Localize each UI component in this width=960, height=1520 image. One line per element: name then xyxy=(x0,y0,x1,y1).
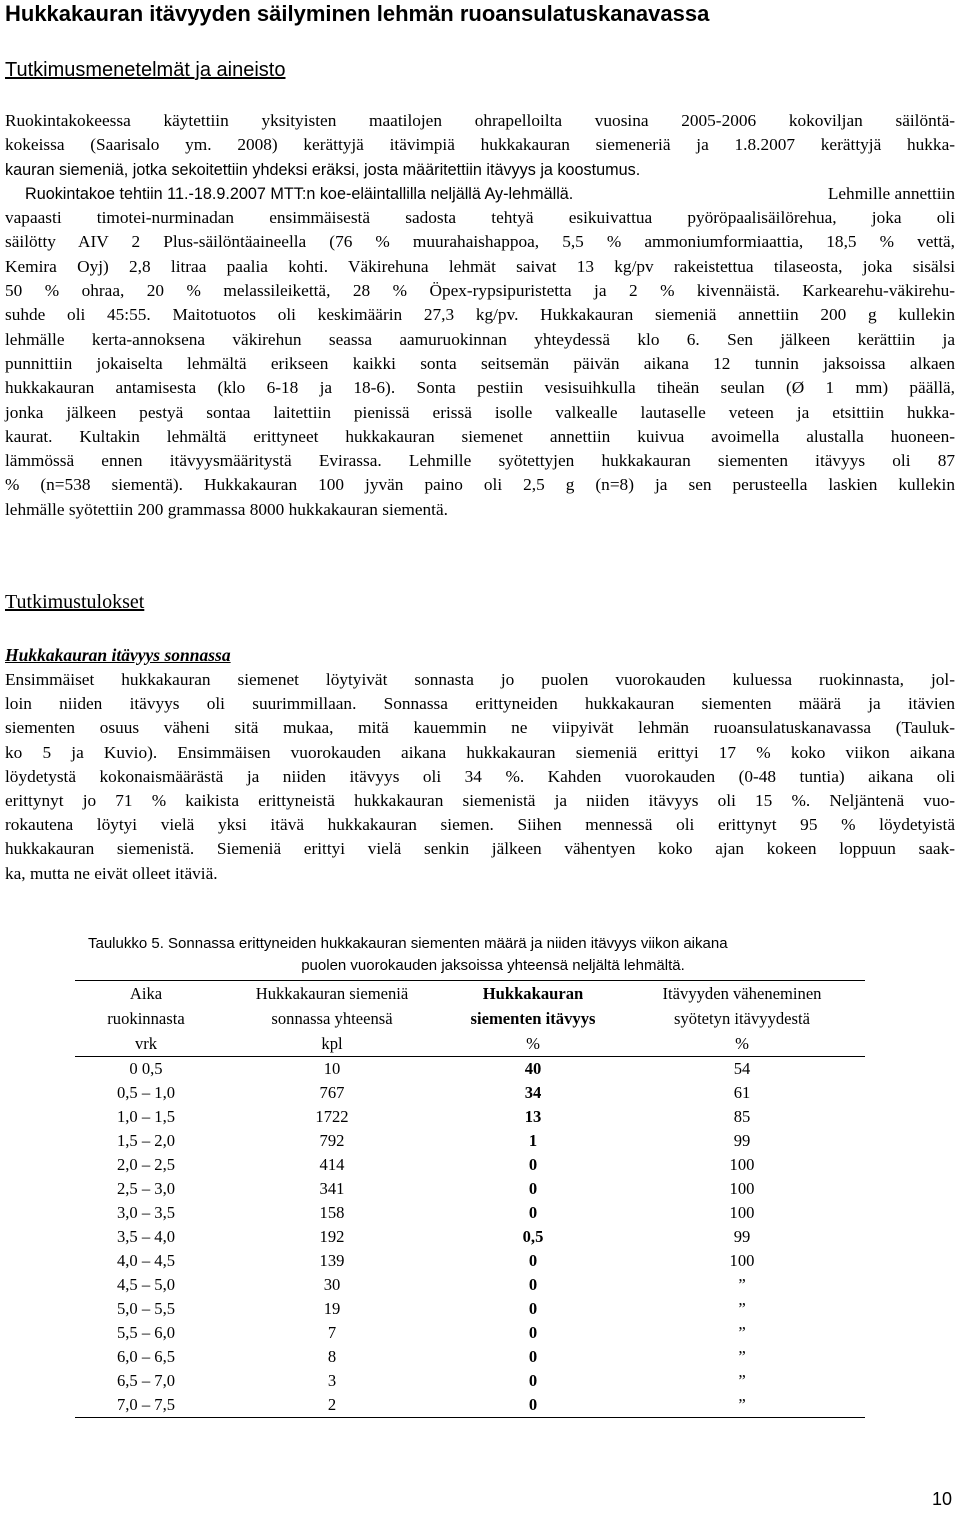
table-cell: 3 xyxy=(327,1371,337,1390)
table-cell: ” xyxy=(738,1323,746,1342)
table-caption xyxy=(88,933,878,977)
table-cell: 3,0 – 3,5 xyxy=(116,1203,176,1222)
text-line: Kemira Oyj) 2,8 litraa paalia kohti. Väkirehuna lehmät saivat 13 kg/pv rakeistettua tilaseosta, joka sisälsi xyxy=(5,256,955,276)
table-cell: 85 xyxy=(733,1107,751,1126)
column-header: Aika xyxy=(75,981,217,1007)
text-fragment: Lehmille annettiin xyxy=(827,183,955,203)
table-cell: 99 xyxy=(733,1227,751,1246)
table-cell: 0 xyxy=(528,1275,538,1294)
table-row xyxy=(75,1345,865,1369)
table-row xyxy=(75,1177,865,1201)
table-cell: 6,5 – 7,0 xyxy=(116,1371,176,1390)
table-cell: 8 xyxy=(327,1347,337,1366)
text-fragment: Ruokintakoe tehtiin 11.-18.9.2007 MTT:n koe-eläintallilla neljällä Ay-lehmällä. xyxy=(25,184,574,203)
column-header: siementen itävyys xyxy=(470,1009,596,1028)
text-line xyxy=(5,182,955,206)
results-subheading: Hukkakauran itävyys sonnassa xyxy=(5,645,231,665)
table-cell: 61 xyxy=(733,1083,751,1102)
text-line: 50 % ohraa, 20 % melassileikettä, 28 % Öpex-rypsipuristetta ja 2 % kivennäistä. Karkearehu-väkirehu- xyxy=(5,281,955,301)
methods-heading: Tutkimusmenetelmät ja aineisto xyxy=(5,59,286,81)
column-header: ruokinnasta xyxy=(107,1009,185,1028)
column-header: Hukkakauran xyxy=(447,981,619,1007)
table-cell: 99 xyxy=(733,1131,751,1150)
column-header: Itävyyden väheneminen xyxy=(619,981,865,1007)
table-cell: 40 xyxy=(524,1059,542,1078)
table-cell: 4,0 – 4,5 xyxy=(116,1251,176,1270)
germination-table xyxy=(75,980,865,1418)
table-cell: 100 xyxy=(729,1251,755,1270)
table-cell: 0 xyxy=(528,1179,538,1198)
table-row xyxy=(75,1225,865,1249)
table-cell: ” xyxy=(738,1275,746,1294)
table-cell: 1,5 – 2,0 xyxy=(116,1131,176,1150)
table-row xyxy=(75,1393,865,1418)
table-cell: 0 xyxy=(528,1251,538,1270)
table-body xyxy=(75,1057,865,1418)
table-caption-line: puolen vuorokauden jaksoissa yhteensä neljältä lehmältä. xyxy=(301,957,685,974)
table-cell: 10 xyxy=(323,1059,341,1078)
table-cell: 139 xyxy=(319,1251,345,1270)
table-cell: 5,0 – 5,5 xyxy=(116,1299,176,1318)
table-cell: 100 xyxy=(729,1203,755,1222)
table-cell: 30 xyxy=(323,1275,341,1294)
table-row xyxy=(75,1105,865,1129)
table-cell: ” xyxy=(738,1347,746,1366)
table-cell: 54 xyxy=(733,1059,751,1078)
table-cell: 192 xyxy=(319,1227,345,1246)
page-title: Hukkakauran itävyyden säilyminen lehmän ruoansulatuskanavassa xyxy=(5,1,710,26)
table-cell: 0 0,5 xyxy=(129,1059,163,1078)
table-cell: 13 xyxy=(524,1107,542,1126)
column-header: syötetyn itävyydestä xyxy=(674,1009,810,1028)
table-cell: 2 xyxy=(217,1393,447,1418)
table-cell: 0 xyxy=(528,1203,538,1222)
table-cell: 2,5 – 3,0 xyxy=(116,1179,176,1198)
text-line: vapaasti timotei-nurminadan ensimmäisestä sadosta tehtyä esikuivattua pyöröpaalisäilörehua, joka oli xyxy=(5,208,955,228)
table-cell: 100 xyxy=(729,1155,755,1174)
column-header: % xyxy=(447,1031,619,1057)
table-cell: 7,0 – 7,5 xyxy=(75,1393,217,1418)
table-cell: 3,5 – 4,0 xyxy=(116,1227,176,1246)
table-caption-line: Taulukko 5. Sonnassa erittyneiden hukkakauran siementen määrä ja niiden itävyys viikon aikana xyxy=(88,935,728,952)
table-cell: 1 xyxy=(528,1131,538,1150)
table-cell: 7 xyxy=(327,1323,337,1342)
text-line: kokeissa (Saarisalo ym. 2008) kerättyjä itävimpiä hukkakauran siemeneriä ja 1.8.2007 kerättyjä hukka- xyxy=(5,135,955,155)
table-cell: 1,0 – 1,5 xyxy=(116,1107,176,1126)
table-cell: 0 xyxy=(528,1371,538,1390)
table-row xyxy=(75,1321,865,1345)
text-line: hukkakauran siemenistä. Siemeniä erittyi vielä senkin jälkeen vähentyen koko ajan kokeen loppuun saak- xyxy=(5,839,955,859)
column-header: % xyxy=(619,1031,865,1057)
table-cell: 19 xyxy=(323,1299,341,1318)
table-cell: 792 xyxy=(319,1131,345,1150)
text-line: rokautena löytyi vielä yksi itävä hukkakauran siemen. Siihen mennessä oli erittynyt 95 % löydetyistä xyxy=(5,815,955,835)
table-cell: 341 xyxy=(319,1179,345,1198)
table-cell: 0,5 – 1,0 xyxy=(116,1083,176,1102)
table-cell: 767 xyxy=(319,1083,345,1102)
table-cell: 158 xyxy=(319,1203,345,1222)
table-cell: ” xyxy=(738,1371,746,1390)
table-row xyxy=(75,1201,865,1225)
table-row xyxy=(75,1249,865,1273)
table-row xyxy=(75,1297,865,1321)
table-cell: 0 xyxy=(447,1393,619,1418)
text-line: ka, mutta ne eivät olleet itäviä. xyxy=(5,863,218,883)
text-line: säilötty AIV 2 Plus-säilöntäaineella (76 % muurahaishappoa, 5,5 % ammoniumformiaattia, 18,5 % vettä, xyxy=(5,232,955,252)
column-header: Hukkakauran siemeniä xyxy=(217,981,447,1007)
text-line: loin niiden itävyys oli suurimmillaan. Sonnassa erittyneiden hukkakauran siementen määrä ja itävien xyxy=(5,694,955,714)
table-cell: 0 xyxy=(528,1155,538,1174)
text-line: siementen osuus väheni sitä mukaa, mitä kauemmin ne viipyivät lehmän ruoansulatuskanavassa (Tauluk- xyxy=(5,718,955,738)
table-cell: 6,0 – 6,5 xyxy=(116,1347,176,1366)
table-cell: 100 xyxy=(729,1179,755,1198)
column-header: sonnassa yhteensä xyxy=(271,1009,393,1028)
text-line: lehmälle kerta-annoksena väkirehun seassa aamuruokinnan yhteydessä klo 6. Sen jälkeen kerättiin ja xyxy=(5,329,955,349)
methods-paragraph xyxy=(5,109,955,522)
text-line: hukkakauran antamisesta (klo 6-18 ja 18-6). Sonta pestiin vesisuihkulla tiheän seulan (Ø 1 mm) päällä, xyxy=(5,378,955,398)
table-cell: 2,0 – 2,5 xyxy=(116,1155,176,1174)
text-line: suhde oli 45:55. Maitotuotos oli keskimäärin 27,3 kg/pv. Hukkakauran siemeniä annettiin 200 g kullekin xyxy=(5,305,955,325)
text-line: löydetystä kokonaismäärästä ja niiden itävyys oli 34 %. Kahden vuorokauden (0-48 tuntia) aikana oli xyxy=(5,766,955,786)
table-cell: 0 xyxy=(528,1323,538,1342)
text-line: Ensimmäiset hukkakauran siemenet löytyivät sonnasta jo puolen vuorokauden kuluessa ruokinnasta, jol- xyxy=(5,670,955,689)
table-cell: 5,5 – 6,0 xyxy=(116,1323,176,1342)
results-paragraph xyxy=(5,668,955,886)
text-line: lämmössä ennen itävyysmääritystä Evirassa. Lehmille syötettyjen hukkakauran siementen itävyys oli 87 xyxy=(5,451,955,471)
text-line: Ruokintakokeessa käytettiin yksityisten maatilojen ohrapelloilta vuosina 2005-2006 kokoviljan säilöntä- xyxy=(5,111,955,130)
table-cell: 34 xyxy=(524,1083,542,1102)
table-cell: 4,5 – 5,0 xyxy=(116,1275,176,1294)
table-cell: ” xyxy=(738,1299,746,1318)
page-number: 10 xyxy=(931,1489,952,1509)
text-line: kauran siemeniä, jotka sekoitettiin yhdeksi eräksi, josta määritettiin itävyys ja koostumus. xyxy=(5,160,641,179)
text-line: lehmälle syötettiin 200 grammassa 8000 hukkakauran siementä. xyxy=(5,499,448,519)
table-row xyxy=(75,1153,865,1177)
text-line: % (n=538 siementä). Hukkakauran 100 jyvän paino oli 2,5 g (n=8) ja sen perusteella laskien kullekin xyxy=(5,475,955,495)
table-cell: 0 xyxy=(528,1299,538,1318)
table-row xyxy=(75,1129,865,1153)
table-cell: 0,5 xyxy=(522,1227,544,1246)
table-row xyxy=(75,1369,865,1393)
text-line: erittynyt jo 71 % kaikista erittyneistä hukkakauran siemenistä ja niiden itävyys oli 15 %. Neljäntenä vuo- xyxy=(5,790,955,810)
table-row xyxy=(75,1057,865,1082)
table-cell: 414 xyxy=(319,1155,345,1174)
table-cell: 1722 xyxy=(315,1107,349,1126)
table-row xyxy=(75,1081,865,1105)
column-header: vrk xyxy=(75,1031,217,1057)
text-line: jonka jälkeen pestyä sontaa laitettiin pienissä erissä isolle valkealle lautaselle veteen ja etsittiin hukka- xyxy=(5,402,955,422)
table-cell: 0 xyxy=(528,1347,538,1366)
text-line: ko 5 ja Kuvio). Ensimmäisen vuorokauden aikana hukkakauran siemeniä erittyi 17 % koko viikon aikana xyxy=(5,742,955,762)
results-heading: Tutkimustulokset xyxy=(5,591,145,613)
table-row xyxy=(75,1273,865,1297)
column-header: kpl xyxy=(217,1031,447,1057)
text-line: punnittiin jokaiselta lehmältä erikseen kaikki sonta seitsemän päivän aikana 12 tunnin jaksoissa alkaen xyxy=(5,353,955,373)
table-cell: ” xyxy=(619,1393,865,1418)
text-line: kaurat. Kultakin lehmältä erittyneet hukkakauran siemenet annettiin kuivua avoimella alustalla huoneen- xyxy=(5,426,955,446)
